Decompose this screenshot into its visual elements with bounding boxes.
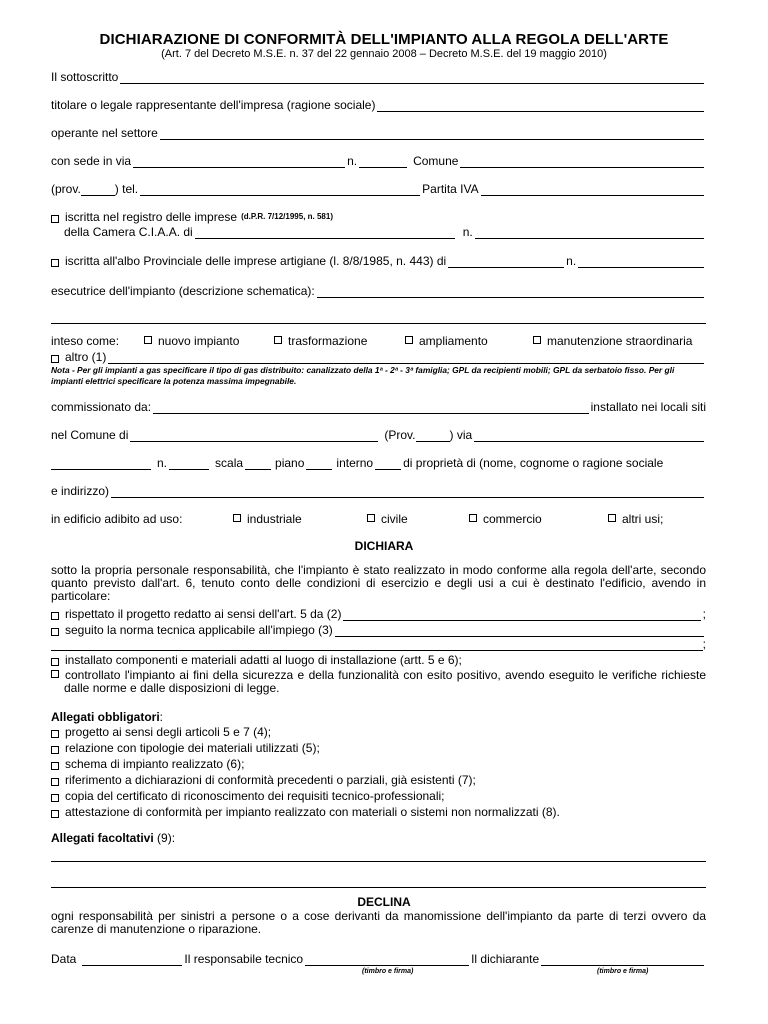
heading-facoltativi: Allegati facoltativi xyxy=(51,831,154,845)
label-allegato-progetto: progetto ai sensi degli articoli 5 e 7 (4); xyxy=(65,725,272,739)
field-prov2[interactable] xyxy=(416,430,450,442)
checkbox-allegato-relazione[interactable] xyxy=(51,746,59,754)
label-n: n. xyxy=(347,154,358,168)
label-indirizzo: e indirizzo) xyxy=(51,484,110,498)
label-proprieta: di proprietà di (nome, cognome o ragione sociale xyxy=(403,456,664,470)
label-piano: piano xyxy=(275,456,305,470)
label-nuovo-impianto: nuovo impianto xyxy=(158,334,240,348)
field-comune[interactable] xyxy=(460,156,704,168)
heading-allegati: Allegati obbligatori xyxy=(51,710,160,724)
allegato-item xyxy=(51,789,706,803)
field-facoltativi-2[interactable] xyxy=(51,876,706,888)
allegato-item xyxy=(51,773,706,787)
label-altro: altro (1) xyxy=(65,350,107,364)
allegato-item xyxy=(51,725,706,739)
label-allegato-relazione: relazione con tipologie dei materiali utilizzati (5); xyxy=(65,741,320,755)
row-titolare xyxy=(51,98,706,112)
stamp-dichiarante: (timbro e firma) xyxy=(597,968,649,975)
field-camera[interactable] xyxy=(195,227,455,239)
field-seguito[interactable] xyxy=(335,625,704,637)
form-subtitle: (Art. 7 del Decreto M.S.E. n. 37 del 22 gennaio 2008 – Decreto M.S.E. del 19 maggio 2010) xyxy=(161,48,607,60)
row-facoltativi-1 xyxy=(51,850,706,862)
field-interno[interactable] xyxy=(375,458,401,470)
field-via2[interactable] xyxy=(474,430,704,442)
field-altro[interactable] xyxy=(108,352,704,364)
row-rispettato xyxy=(51,607,706,621)
label-inteso: inteso come: xyxy=(51,334,120,348)
checkbox-albo[interactable] xyxy=(51,259,59,267)
field-responsabile[interactable] xyxy=(305,954,469,966)
label-commercio: commercio xyxy=(483,512,542,526)
row-prov-tel xyxy=(51,182,706,196)
checkbox-seguito[interactable] xyxy=(51,628,59,636)
label-tel: ) tel. xyxy=(114,182,139,196)
label-seguito: seguito la norma tecnica applicabile all'impiego (3) xyxy=(65,623,333,637)
checkbox-icon[interactable] xyxy=(367,514,375,522)
row-registro xyxy=(51,210,706,224)
field-sottoscritto[interactable] xyxy=(120,72,704,84)
label-camera-n: n. xyxy=(462,225,473,239)
row-seguito xyxy=(51,623,706,637)
checkbox-allegato-riferimento[interactable] xyxy=(51,778,59,786)
label-allegato-schema: schema di impianto realizzato (6); xyxy=(65,757,245,771)
label-prov: (prov. xyxy=(51,182,81,196)
semicolon-rispettato: ; xyxy=(702,607,706,621)
label-allegato-attestazione: attestazione di conformità per impianto realizzato con materiali o sistemi non normalizzati (8). xyxy=(65,805,560,819)
label-albo: iscritta all'albo Provinciale delle imprese artigiane (l. 8/8/1985, n. 443) di xyxy=(65,254,447,268)
field-data[interactable] xyxy=(82,954,182,966)
field-albo-numero[interactable] xyxy=(578,256,704,268)
label-responsabile: Il responsabile tecnico xyxy=(184,952,304,966)
field-civico-via[interactable] xyxy=(51,458,151,470)
row-sottoscritto xyxy=(51,70,706,84)
checkbox-icon[interactable] xyxy=(469,514,477,522)
note-gas: Nota - Per gli impianti a gas specificare il tipo di gas distribuito: canalizzato della 1ª - 2ª - 3ª famiglia; GPL da recipienti mobili; GPL da serbatoio fisso. Per gli impianti elettrici specificare la potenza massima impegnabile. xyxy=(51,365,675,386)
row-controllato xyxy=(51,669,706,695)
option-civile[interactable] xyxy=(367,512,408,526)
label-scala: scala xyxy=(215,456,244,470)
label-registro: iscritta nel registro delle imprese xyxy=(65,210,238,224)
field-prov[interactable] xyxy=(81,184,115,196)
label-comune: Comune xyxy=(413,154,459,168)
row-seguito-cont xyxy=(51,637,706,651)
label-allegato-riferimento: riferimento a dichiarazioni di conformità precedenti o parziali, già esistenti (7); xyxy=(65,773,476,787)
checkbox-registro[interactable] xyxy=(51,215,59,223)
stamp-responsabile: (timbro e firma) xyxy=(362,968,414,975)
allegato-item xyxy=(51,805,706,819)
checkbox-icon[interactable] xyxy=(405,336,413,344)
label-trasformazione: trasformazione xyxy=(288,334,368,348)
checkbox-controllato[interactable] xyxy=(51,670,59,678)
option-trasformazione[interactable] xyxy=(274,334,367,348)
row-settore xyxy=(51,126,706,140)
field-piva[interactable] xyxy=(481,184,704,196)
allegato-item xyxy=(51,741,706,755)
row-commissionato xyxy=(51,400,706,414)
label-civile: civile xyxy=(381,512,408,526)
field-camera-numero[interactable] xyxy=(475,227,704,239)
label-edificio: in edificio adibito ad uso: xyxy=(51,512,183,526)
field-piano[interactable] xyxy=(306,458,332,470)
checkbox-allegato-attestazione[interactable] xyxy=(51,810,59,818)
row-firma xyxy=(51,952,706,966)
field-nel-comune[interactable] xyxy=(130,430,378,442)
label-industriale: industriale xyxy=(247,512,302,526)
label-allegato-certificato: copia del certificato di riconoscimento dei requisiti tecnico-professionali; xyxy=(65,789,445,803)
label-interno: interno xyxy=(336,456,374,470)
field-tel[interactable] xyxy=(140,184,420,196)
label-controllato: controllato l'impianto ai fini della sicurezza e della funzionalità con esito positivo, avendo eseguito le verifiche richieste dalle norme e dalle disposizioni di legge. xyxy=(64,668,706,695)
allegato-item xyxy=(51,757,706,771)
field-n2[interactable] xyxy=(169,458,209,470)
label-installato: installato nei locali siti xyxy=(590,400,706,414)
label-registro-ref: (d.P.R. 7/12/1995, n. 581) xyxy=(241,212,333,221)
label-altri-usi: altri usi; xyxy=(622,512,664,526)
row-altro xyxy=(51,350,706,364)
checkbox-altro[interactable] xyxy=(51,355,59,363)
field-scala[interactable] xyxy=(245,458,271,470)
label-dichiarante: Il dichiarante xyxy=(471,952,540,966)
text-declina: ogni responsabilità per sinistri a persone o a cose derivanti da manomissione dell'impianto da parte di terzi ovvero da carenze di manutenzione o riparazione. xyxy=(51,909,706,936)
field-rispettato[interactable] xyxy=(343,609,700,621)
text-dichiara: sotto la propria personale responsabilità, che l'impianto è stato realizzato in modo conforme alla regola dell'arte, secondo quanto previsto dall'art. 6, tenuto conto delle condizioni di esercizio e degli usi a cui è destinato l'edificio, avendo in particolare: xyxy=(51,563,706,603)
row-facoltativi-2 xyxy=(51,876,706,888)
checkbox-icon[interactable] xyxy=(144,336,152,344)
row-comune xyxy=(51,428,706,442)
field-albo[interactable] xyxy=(448,256,564,268)
checkbox-icon[interactable] xyxy=(233,514,241,522)
checkbox-allegato-progetto[interactable] xyxy=(51,730,59,738)
label-esecutrice: esecutrice dell'impianto (descrizione schematica): xyxy=(51,284,315,298)
label-sede-via: con sede in via xyxy=(51,154,132,168)
row-camera xyxy=(64,225,706,239)
label-settore: operante nel settore xyxy=(51,126,158,140)
row-esecutrice-cont xyxy=(51,312,706,324)
row-albo xyxy=(51,254,706,268)
row-esecutrice xyxy=(51,284,706,298)
option-manutenzione[interactable] xyxy=(533,334,692,348)
label-prov2: (Prov. xyxy=(384,428,416,442)
label-manutenzione: manutenzione straordinaria xyxy=(547,334,693,348)
field-commissionato[interactable] xyxy=(153,402,589,414)
row-allegati-heading xyxy=(51,710,706,724)
option-ampliamento[interactable] xyxy=(405,334,488,348)
allegati-colon: : xyxy=(159,710,164,724)
form-title: DICHIARAZIONE DI CONFORMITÀ DELL'IMPIANTO ALLA REGOLA DELL'ARTE xyxy=(99,31,669,48)
row-facoltativi xyxy=(51,831,706,845)
label-n2: n. xyxy=(157,456,168,470)
checkbox-icon[interactable] xyxy=(608,514,616,522)
field-settore[interactable] xyxy=(160,128,704,140)
label-rispettato: rispettato il progetto redatto ai sensi dell'art. 5 da (2) xyxy=(65,607,342,621)
label-titolare: titolare o legale rappresentante dell'impresa (ragione sociale) xyxy=(51,98,376,112)
label-camera: della Camera C.I.A.A. di xyxy=(64,225,193,239)
checkbox-icon[interactable] xyxy=(274,336,282,344)
label-nel-comune: nel Comune di xyxy=(51,428,129,442)
label-commissionato: commissionato da: xyxy=(51,400,152,414)
checkbox-icon[interactable] xyxy=(533,336,541,344)
label-via2: ) via xyxy=(449,428,473,442)
field-facoltativi-1[interactable] xyxy=(51,850,706,862)
label-installato-comp: installato componenti e materiali adatti al luogo di installazione (artt. 5 e 6); xyxy=(65,653,462,667)
row-installato xyxy=(51,653,706,667)
semicolon-seguito: ; xyxy=(702,637,706,651)
checkbox-allegato-schema[interactable] xyxy=(51,762,59,770)
field-via[interactable] xyxy=(133,156,345,168)
field-indirizzo[interactable] xyxy=(111,486,704,498)
row-civico xyxy=(51,456,706,470)
label-albo-n: n. xyxy=(566,254,577,268)
row-indirizzo xyxy=(51,484,706,498)
checkbox-rispettato[interactable] xyxy=(51,612,59,620)
label-sottoscritto: Il sottoscritto xyxy=(51,70,119,84)
option-industriale[interactable] xyxy=(233,512,302,526)
label-data: Data xyxy=(51,952,77,966)
field-numero[interactable] xyxy=(359,156,407,168)
option-commercio[interactable] xyxy=(469,512,542,526)
row-sede xyxy=(51,154,706,168)
field-dichiarante[interactable] xyxy=(541,954,704,966)
checkbox-allegato-certificato[interactable] xyxy=(51,794,59,802)
field-esecutrice[interactable] xyxy=(317,286,704,298)
checkbox-installato[interactable] xyxy=(51,658,59,666)
facoltativi-suffix: (9): xyxy=(153,831,176,845)
heading-declina: DECLINA xyxy=(357,895,411,909)
field-esecutrice-2[interactable] xyxy=(51,312,706,324)
field-ragione-sociale[interactable] xyxy=(377,100,704,112)
option-altri-usi[interactable] xyxy=(608,512,663,526)
option-nuovo-impianto[interactable] xyxy=(144,334,239,348)
heading-dichiara: DICHIARA xyxy=(354,539,414,553)
label-ampliamento: ampliamento xyxy=(419,334,488,348)
field-seguito-2[interactable] xyxy=(51,639,703,651)
label-piva: Partita IVA xyxy=(422,182,479,196)
